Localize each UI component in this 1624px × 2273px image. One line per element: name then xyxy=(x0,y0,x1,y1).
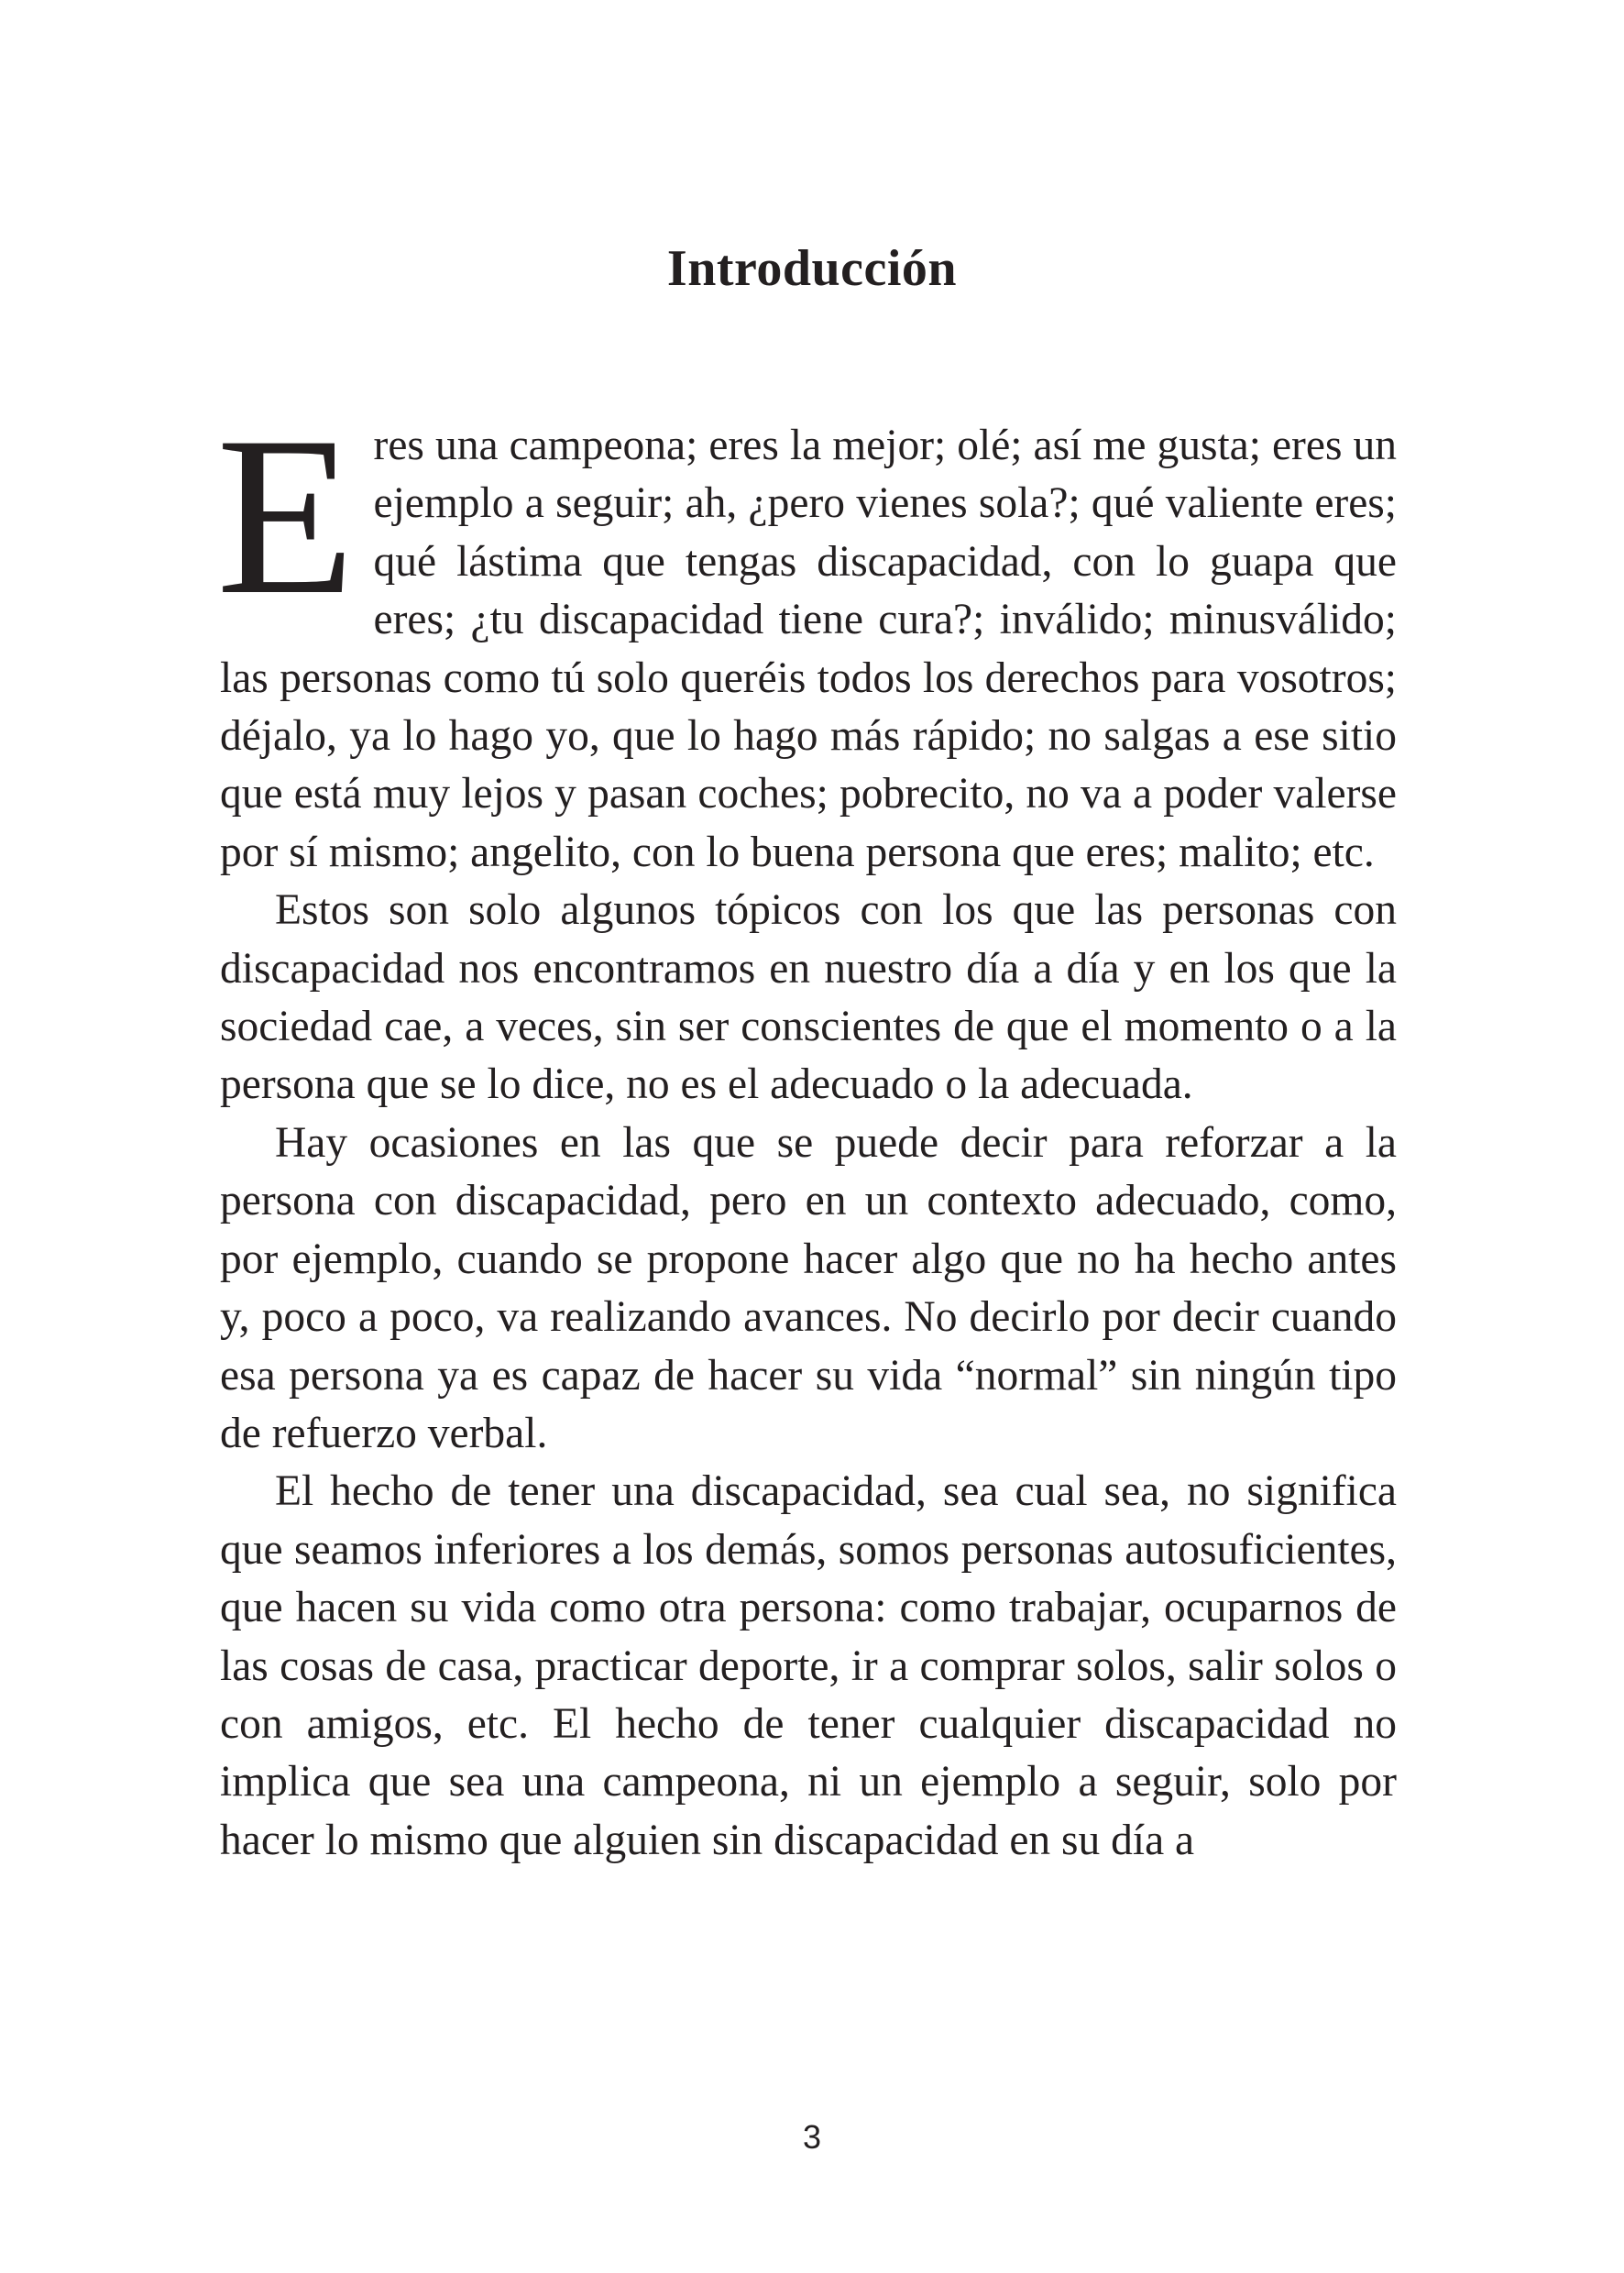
chapter-title: Introducción xyxy=(666,240,958,297)
paragraph-3: Hay ocasiones en las que se puede decir para reforzar a la persona con discapacidad, pero en un contexto adecuado, como, por ejemplo, cuando se propone hacer algo que no ha hecho antes y, poco a poco, va realizando avances. No decirlo por decir cuando esa persona ya es capaz de hacer su vida “normal” sin ningún tipo de refuerzo verbal. xyxy=(220,1118,1397,1457)
paragraph-1-text: res una campeona; eres la mejor; olé; así me gusta; eres un ejemplo a seguir; ah, ¿pero vienes sola?; qué valiente eres; qué lástima que tengas discapacidad, con lo guapa que eres; ¿tu discapacidad tiene cura?; inválido; minusválido; las personas como tú solo queréis todos los derechos para vosotros; déjalo, ya lo hago yo, que lo hago más rápido; no salgas a ese sitio que está muy lejos y pasan coches; pobrecito, no va a poder valerse por sí mismo; angelito, con lo buena persona que eres; malito; etc. xyxy=(220,422,1397,876)
paragraph-1 xyxy=(216,390,1397,882)
body-text xyxy=(216,390,1397,1870)
page-number: 3 xyxy=(802,2118,822,2156)
drop-cap: E xyxy=(216,390,356,642)
paragraph-4: El hecho de tener una discapacidad, sea cual sea, no significa que seamos inferiores a los demás, somos personas autosuficientes, que hacen su vida como otra persona: como trabajar, ocuparnos de las cosas de casa, practicar deporte, ir a comprar solos, salir solos o con amigos, etc. El hecho de tener cualquier discapacidad no implica que sea una campeona, ni un ejemplo a seguir, solo por hacer lo mismo que alguien sin discapacidad en su día a xyxy=(220,1467,1397,1864)
paragraph-2: Estos son solo algunos tópicos con los que las personas con discapacidad nos encontramos en nuestro día a día y en los que la sociedad cae, a veces, sin ser conscientes de que el momento o a la persona que se lo dice, no es el adecuado o la adecuada. xyxy=(220,886,1397,1109)
